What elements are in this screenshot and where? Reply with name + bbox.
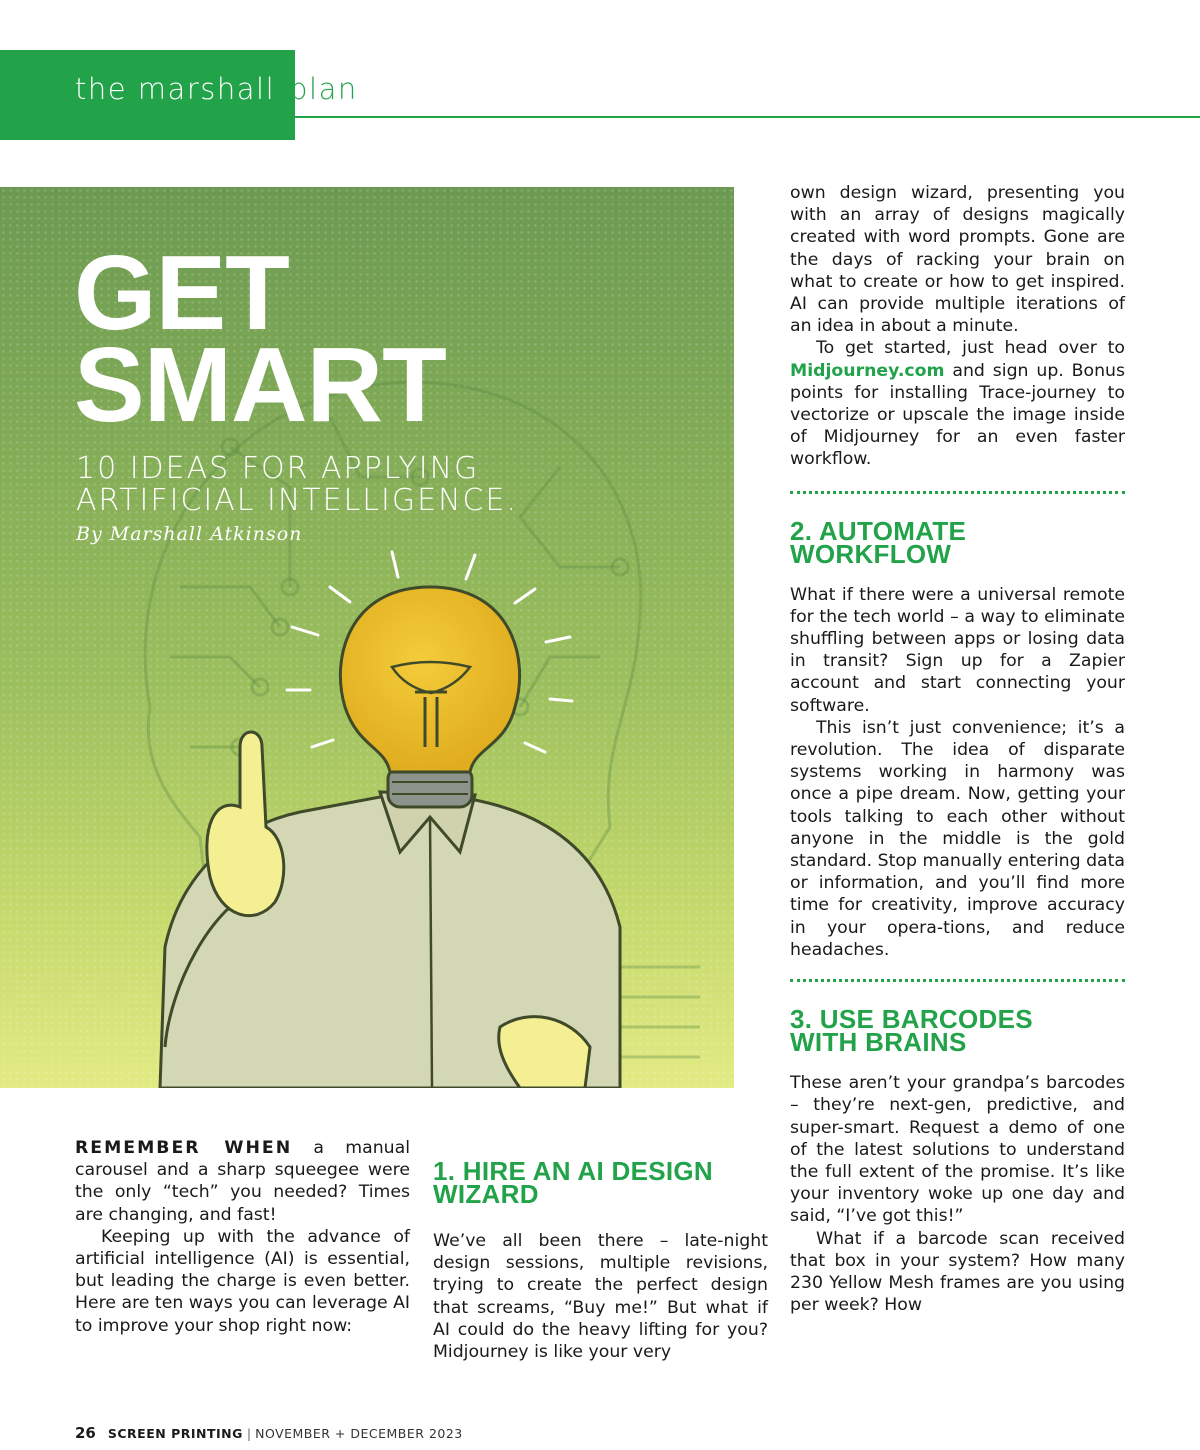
section-2-heading: [790, 515, 1125, 569]
section-1-paragraph-3: [790, 337, 1125, 470]
right-column: [790, 182, 1125, 1316]
section-1-heading-line-1: 1. HIRE AN AI DESIGN: [433, 1156, 714, 1186]
section-header: [75, 72, 358, 106]
section-1-column: [433, 1156, 768, 1363]
section-header-part-1: the marshall: [75, 72, 276, 106]
intro-paragraph-1-text: a manual carousel and a sharp squeegee were the only “tech” you needed? Times are changing, and fast!: [75, 1138, 410, 1225]
section-3-heading: [790, 1004, 1125, 1058]
section-3-heading-line-1: 3. USE BARCODES: [790, 1004, 1033, 1035]
section-1-paragraph-3-end: and sign up. Bonus points for installing Trace-journey to vectorize or upscale the image inside of Midjourney for an even faster workflow.: [790, 360, 1125, 470]
section-divider-1: [790, 491, 1125, 494]
section-2-paragraph-1: What if there were a universal remote for the tech world – a way to eliminate shuffling between apps or losing data in transit? Sign up for a Zapier account and start connecting your software.: [790, 584, 1125, 716]
article-title-line-2: SMART: [74, 326, 446, 444]
article-subtitle-line-2: ARTIFICIAL INTELLIGENCE.: [76, 483, 518, 518]
section-2-paragraph-2: This isn’t just convenience; it’s a revolution. The idea of disparate systems working in harmony was once a pipe dream. Now, getting your tools talking to each other without anyone in the middle is the gold standard. Stop manually entering data or information, and you’ll find more time for creativity, improve accuracy in your opera-tions, and reduce headaches.: [790, 717, 1125, 960]
section-2-heading-line-1: 2. AUTOMATE: [790, 515, 967, 546]
article-title: [74, 234, 446, 444]
footer-separator: |: [246, 1426, 252, 1441]
publication-name: SCREEN PRINTING: [107, 1426, 243, 1441]
section-1-heading: [433, 1156, 768, 1209]
article-subtitle: [76, 453, 518, 517]
intro-column: [75, 1137, 410, 1337]
section-3-paragraph-2: What if a barcode scan received that box in your system? How many 230 Yellow Mesh frames are you using per week? How: [790, 1228, 1125, 1316]
section-divider-2: [790, 979, 1125, 982]
intro-paragraph-1: [75, 1137, 410, 1226]
byline: By Marshall Atkinson: [76, 523, 303, 545]
page-number: 26: [75, 1424, 96, 1442]
section-3-heading-line-2: WITH BRAINS: [790, 1027, 967, 1058]
section-header-part-2: plan: [289, 72, 358, 106]
section-rule: [75, 116, 1200, 118]
section-2-heading-line-2: WORKFLOW: [790, 538, 952, 569]
section-1-heading-line-2: WIZARD: [433, 1179, 539, 1209]
issue-date: NOVEMBER + DECEMBER 2023: [255, 1426, 463, 1441]
section-1-paragraph-1: We’ve all been there – late-night design sessions, multiple revisions, trying to create the perfect design that screams, “Buy me!” But what if AI could do the heavy lifting for you? Midjourney is like your very: [433, 1231, 768, 1363]
article-title-line-1: GET: [74, 234, 289, 352]
hero-illustration: [0, 187, 734, 1088]
midjourney-link[interactable]: Midjourney.com: [790, 360, 945, 381]
lead-in: REMEMBER WHEN: [75, 1138, 293, 1158]
section-1-paragraph-3-start: To get started, just head over to: [816, 338, 1125, 359]
section-3-paragraph-1: These aren’t your grandpa’s barcodes – they’re next-gen, predictive, and super-smart. Request a demo of one of the latest solutions to understand the full extent of the promise. It’s like your inventory woke up one day and said, “I’ve got this!”: [790, 1073, 1125, 1227]
article-subtitle-line-1: 10 IDEAS FOR APPLYING: [76, 451, 480, 486]
section-1-paragraph-2: own design wizard, presenting you with an array of designs magically created with word prompts. Gone are the days of racking your brain on what to create or how to get inspired. AI can provide multiple iterations of an idea in about a minute.: [790, 183, 1125, 337]
page-footer: [75, 1424, 463, 1442]
intro-paragraph-2: Keeping up with the advance of artificial intelligence (AI) is essential, but leading the charge is even better. Here are ten ways you can leverage AI to improve your shop right now:: [75, 1226, 411, 1336]
